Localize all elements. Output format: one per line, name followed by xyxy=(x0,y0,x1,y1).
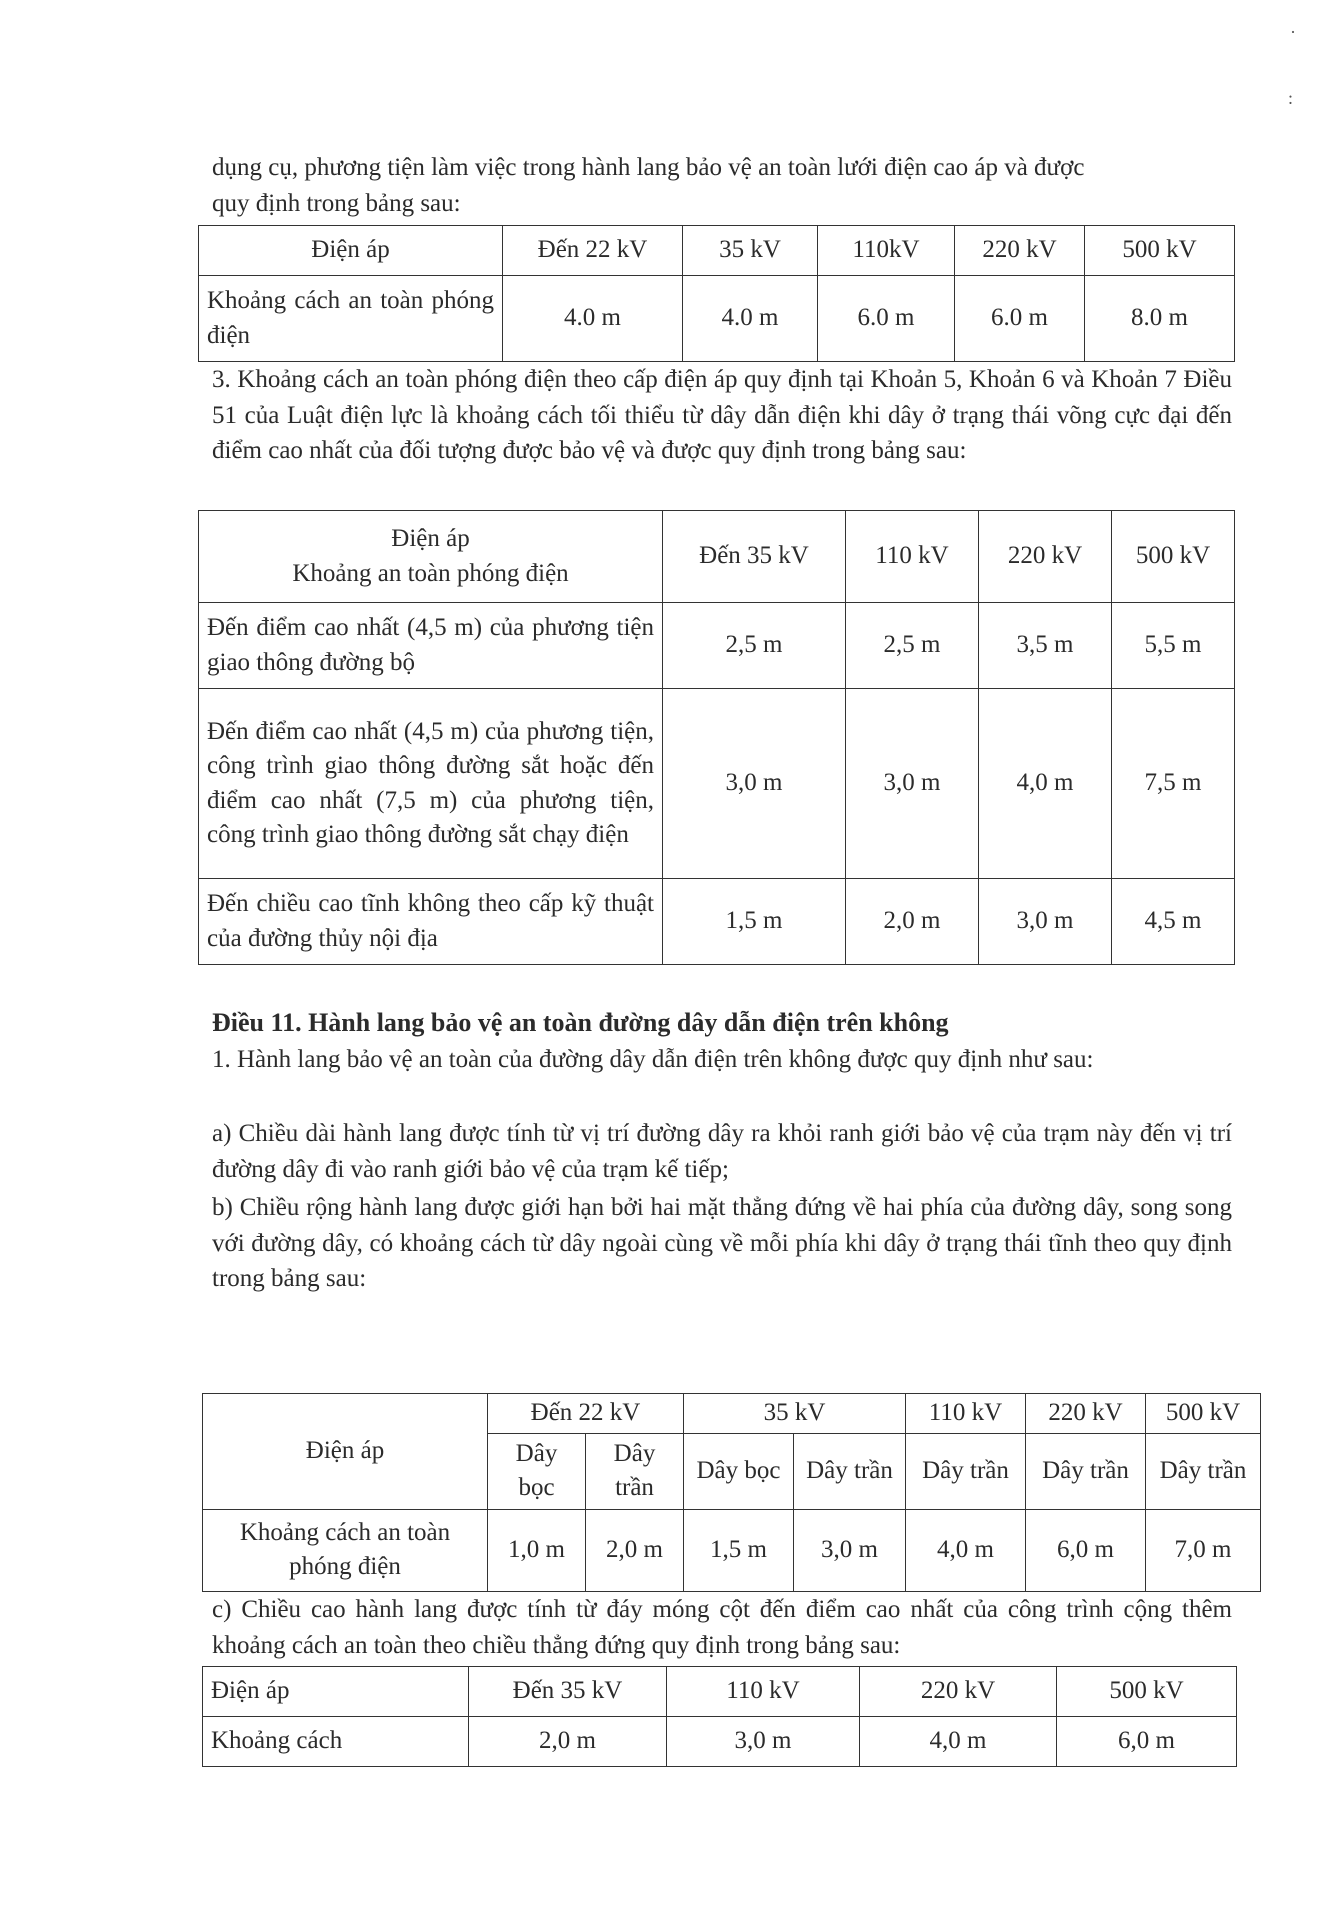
table-cell: 3,0 m xyxy=(663,689,846,879)
paragraph-3: 3. Khoảng cách an toàn phóng điện theo cấp điện áp quy định tại Khoản 5, Khoản 6 và Khoản 7 Điều 51 của Luật điện lực là khoảng cách tối thiểu từ dây dẫn điện khi dây ở trạng thái võng cực đại đến điểm cao nhất của đối tượng được bảo vệ và được quy định trong bảng sau: xyxy=(212,366,1232,464)
table-cell: 110kV xyxy=(818,226,955,276)
table-cell: 2,0 m xyxy=(469,1717,667,1767)
table-cell: Dây trần xyxy=(794,1433,906,1509)
table-row xyxy=(199,276,1235,362)
table-row xyxy=(203,1509,1261,1591)
table-cell: 4.0 m xyxy=(683,276,818,362)
safety-distance-table-2 xyxy=(198,510,1235,965)
table-cell: 3,5 m xyxy=(979,603,1112,689)
table-cell: 4,5 m xyxy=(1112,879,1235,965)
corridor-height-table xyxy=(202,1666,1237,1767)
table-cell: 1,0 m xyxy=(488,1509,586,1591)
table-cell: 110 kV xyxy=(846,511,979,603)
table-cell: Dây trần xyxy=(906,1433,1026,1509)
table-cell: 220 kV xyxy=(1026,1394,1146,1434)
article-11-heading: Điều 11. Hành lang bảo vệ an toàn đường dây dẫn điện trên không xyxy=(212,1008,949,1037)
table-cell: 110 kV xyxy=(906,1394,1026,1434)
article-11-paragraph-a: a) Chiều dài hành lang được tính từ vị trí đường dây ra khỏi ranh giới bảo vệ của trạm này đến vị trí đường dây đi vào ranh giới bảo vệ của trạm kế tiếp; xyxy=(212,1120,1232,1183)
table-cell: 4,0 m xyxy=(906,1509,1026,1591)
table-cell: 220 kV xyxy=(955,226,1085,276)
table-cell: 6.0 m xyxy=(818,276,955,362)
table-header-row xyxy=(203,1667,1237,1717)
table-header-cell xyxy=(199,511,663,603)
table-cell: 1,5 m xyxy=(663,879,846,965)
table-cell: 3,0 m xyxy=(667,1717,860,1767)
table-cell: 4,0 m xyxy=(979,689,1112,879)
intro-line-2: quy định trong bảng sau: xyxy=(212,189,461,217)
table-cell: 35 kV xyxy=(683,226,818,276)
table-cell: 3,0 m xyxy=(846,689,979,879)
table-cell: Khoảng cách xyxy=(203,1717,469,1767)
table-cell: Đến điểm cao nhất (4,5 m) của phương tiện, công trình giao thông đường sắt hoặc đến điểm cao nhất (7,5 m) của phương tiện, công trình giao thông đường sắt chạy điện xyxy=(199,689,663,879)
table-cell: 4.0 m xyxy=(503,276,683,362)
header-line: Điện áp xyxy=(391,525,470,552)
table-cell: 2,5 m xyxy=(846,603,979,689)
table-cell: 220 kV xyxy=(979,511,1112,603)
table-cell: 3,0 m xyxy=(794,1509,906,1591)
table-row xyxy=(203,1717,1237,1767)
table-cell: Dây bọc xyxy=(684,1433,794,1509)
paragraph-c: c) Chiều cao hành lang được tính từ đáy móng cột đến điểm cao nhất của công trình cộng thêm khoảng cách an toàn theo chiều thẳng đứng quy định trong bảng sau: xyxy=(212,1596,1232,1659)
table-header-row xyxy=(199,511,1235,603)
table-cell: 5,5 m xyxy=(1112,603,1235,689)
table-header-row xyxy=(199,226,1235,276)
table-cell: 2,0 m xyxy=(586,1509,684,1591)
table-cell: 6,0 m xyxy=(1057,1717,1237,1767)
intro-paragraph xyxy=(212,150,1232,221)
table-cell: 6,0 m xyxy=(1026,1509,1146,1591)
table-cell: 35 kV xyxy=(684,1394,906,1434)
table-cell: Đến chiều cao tĩnh không theo cấp kỹ thuật của đường thủy nội địa xyxy=(199,879,663,965)
table-cell: 4,0 m xyxy=(860,1717,1057,1767)
table-cell: 500 kV xyxy=(1146,1394,1261,1434)
table-cell: Đến 22 kV xyxy=(488,1394,684,1434)
article-11-paragraph-1: 1. Hành lang bảo vệ an toàn của đường dây dẫn điện trên không được quy định như sau: xyxy=(212,1046,1094,1073)
table-cell: Dây trần xyxy=(586,1433,684,1509)
table-cell: Đến 35 kV xyxy=(469,1667,667,1717)
table-cell: Dây trần xyxy=(1026,1433,1146,1509)
table-cell: 2,0 m xyxy=(846,879,979,965)
table-cell: 3,0 m xyxy=(979,879,1112,965)
scan-speck-mark: : xyxy=(1288,88,1294,108)
table-cell: 1,5 m xyxy=(684,1509,794,1591)
table-cell: Dây trần xyxy=(1146,1433,1261,1509)
table-cell: 110 kV xyxy=(667,1667,860,1717)
table-cell: Khoảng cách an toàn phóng điện xyxy=(199,276,503,362)
table-header-row xyxy=(203,1394,1261,1434)
table-row xyxy=(199,879,1235,965)
table-cell: 500 kV xyxy=(1112,511,1235,603)
safety-distance-table-1 xyxy=(198,225,1235,362)
table-cell: Điện áp xyxy=(203,1394,488,1510)
table-cell: Điện áp xyxy=(199,226,503,276)
article-11-paragraph-b: b) Chiều rộng hành lang được giới hạn bởi hai mặt thẳng đứng về hai phía của đường dây, song song với đường dây, có khoảng cách từ dây ngoài cùng về mỗi phía khi dây ở trạng thái tĩnh theo quy định trong bảng sau: xyxy=(212,1194,1232,1292)
corridor-width-table xyxy=(202,1393,1261,1592)
table-cell: Đến 35 kV xyxy=(663,511,846,603)
intro-line-1: dụng cụ, phương tiện làm việc trong hành lang bảo vệ an toàn lưới điện cao áp và được xyxy=(212,154,1085,181)
table-cell: Đến 22 kV xyxy=(503,226,683,276)
table-cell: 220 kV xyxy=(860,1667,1057,1717)
table-cell: 2,5 m xyxy=(663,603,846,689)
table-row xyxy=(199,689,1235,879)
table-cell: Điện áp xyxy=(203,1667,469,1717)
table-cell: Đến điểm cao nhất (4,5 m) của phương tiện giao thông đường bộ xyxy=(199,603,663,689)
table-cell: Dây bọc xyxy=(488,1433,586,1509)
table-cell: Khoảng cách an toàn phóng điện xyxy=(203,1509,488,1591)
header-line: Khoảng an toàn phóng điện xyxy=(292,559,569,587)
table-cell: 7,0 m xyxy=(1146,1509,1261,1591)
table-cell: 8.0 m xyxy=(1085,276,1235,362)
table-cell: 7,5 m xyxy=(1112,689,1235,879)
table-row xyxy=(199,603,1235,689)
table-cell: 500 kV xyxy=(1085,226,1235,276)
table-cell: 500 kV xyxy=(1057,1667,1237,1717)
table-cell: 6.0 m xyxy=(955,276,1085,362)
scan-speck-mark: · xyxy=(1290,22,1296,42)
